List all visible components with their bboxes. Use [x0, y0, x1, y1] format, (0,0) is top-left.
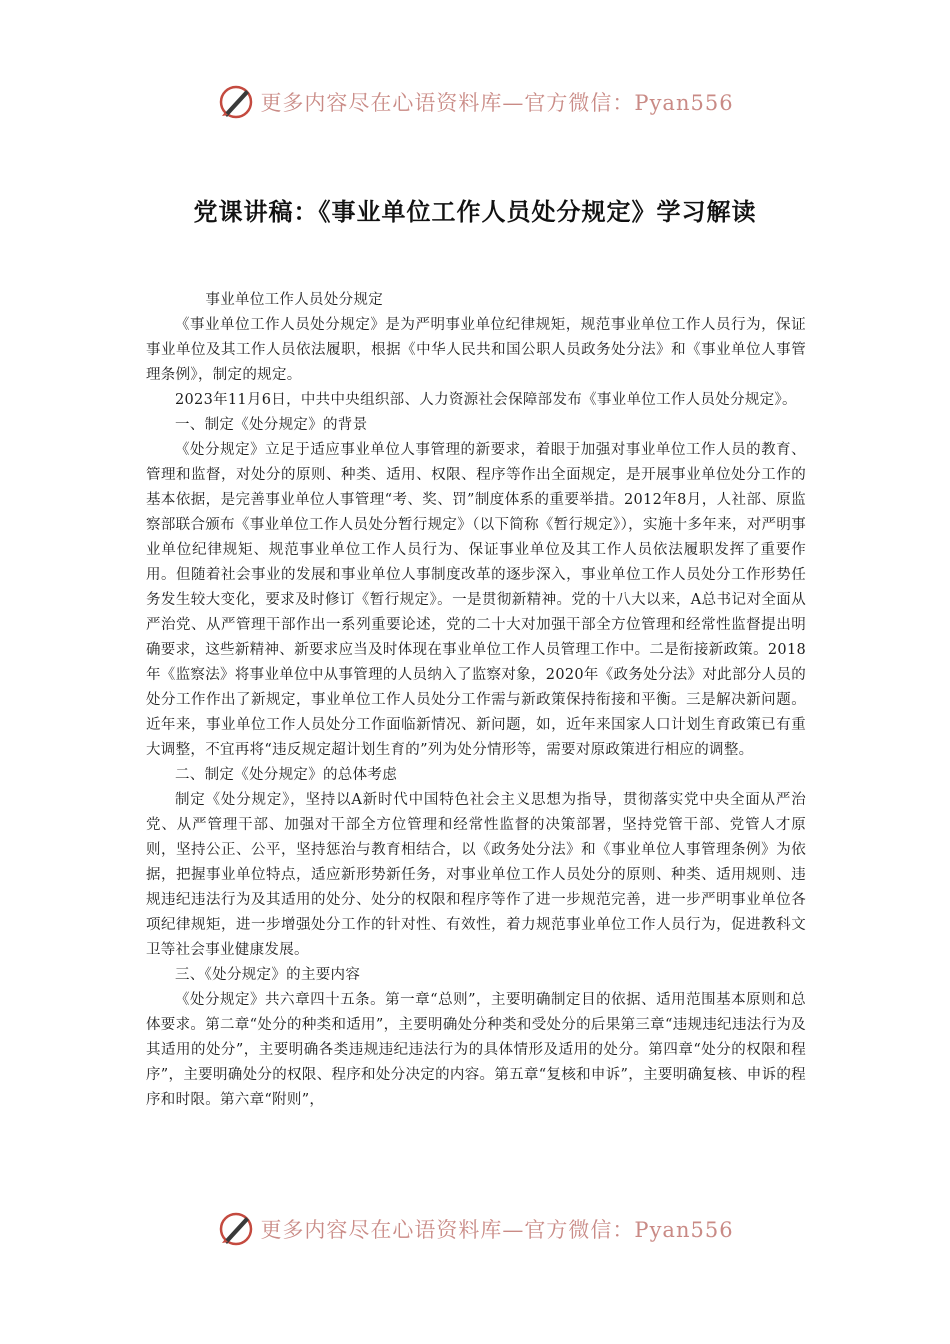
paragraph: 制定《处分规定》，坚持以A新时代中国特色社会主义思想为指导，贯彻落实党中央全面从严治党、从严管理干部、加强对干部全方位管理和经常性监督的决策部署，坚持党管干部、党管人才原则，坚持公正、公平，坚持惩治与教育相结合，以《政务处分法》和《事业单位人事管理条例》为依据，把握事业单位特点，适应新形势新任务，对事业单位工作人员处分的原则、种类、适用规则、违规违纪违法行为及其适用的处分、处分的权限和程序等作了进一步规范完善，进一步严明事业单位各项纪律规矩，进一步增强处分工作的针对性、有效性，着力规范事业单位工作人员行为，促进教科文卫等社会事业健康发展。: [146, 792, 806, 958]
paragraph: 2023年11月6日，中共中央组织部、人力资源社会保障部发布《事业单位工作人员处分规定》。: [175, 392, 797, 408]
section-heading: 一、制定《处分规定》的背景: [175, 417, 368, 433]
document-body: [146, 288, 806, 1113]
section-heading: 二、制定《处分规定》的总体考虑: [175, 767, 397, 783]
section-heading: 三、《处分规定》的主要内容: [175, 967, 361, 983]
paragraph: 事业单位工作人员处分规定: [205, 292, 384, 308]
watermark-text: 更多内容尽在心语资料库—官方微信：Pyan556: [260, 1218, 734, 1242]
paragraph: 《处分规定》共六章四十五条。第一章“总则”，主要明确制定目的依据、适用范围基本原则和总体要求。第二章“处分的种类和适用”，主要明确处分种类和受处分的后果第三章“违规违纪违法行为及其适用的处分”，主要明确各类违规违纪违法行为的具体情形及适用的处分。第四章“处分的权限和程序”，主要明确处分的权限、程序和处分决定的内容。第五章“复核和申诉”，主要明确复核、申诉的程序和时限。第六章“附则”，: [146, 992, 806, 1108]
watermark-banner-bottom: [0, 1205, 950, 1253]
document-title: 党课讲稿：《事业单位工作人员处分规定》学习解读: [193, 198, 757, 227]
watermark-banner-top: [0, 78, 950, 126]
paragraph: 《事业单位工作人员处分规定》是为严明事业单位纪律规矩，规范事业单位工作人员行为，保证事业单位及其工作人员依法履职，根据《中华人民共和国公职人员政务处分法》和《事业单位人事管理条例》，制定的规定。: [146, 317, 806, 383]
paragraph: 《处分规定》立足于适应事业单位人事管理的新要求，着眼于加强对事业单位工作人员的教育、管理和监督，对处分的原则、种类、适用、权限、程序等作出全面规定，是开展事业单位处分工作的基本依据，是完善事业单位人事管理“考、奖、罚”制度体系的重要举措。2012年8月，人社部、原监察部联合颁布《事业单位工作人员处分暂行规定》（以下简称《暂行规定》），实施十多年来，对严明事业单位纪律规矩、规范事业单位工作人员行为、保证事业单位及其工作人员依法履职发挥了重要作用。但随着社会事业的发展和事业单位人事制度改革的逐步深入，事业单位工作人员处分工作形势任务发生较大变化，要求及时修订《暂行规定》。一是贯彻新精神。党的十八大以来，A总书记对全面从严治党、从严管理干部作出一系列重要论述，党的二十大对加强干部全方位管理和经常性监督提出明确要求，这些新精神、新要求应当及时体现在事业单位工作人员管理工作中。二是衔接新政策。2018年《监察法》将事业单位中从事管理的人员纳入了监察对象，2020年《政务处分法》对此部分人员的处分工作作出了新规定，事业单位工作人员处分工作需与新政策保持衔接和平衡。三是解决新问题。近年来，事业单位工作人员处分工作面临新情况、新问题，如，近年来国家人口计划生育政策已有重大调整，不宜再将“违反规定超计划生育的”列为处分情形等，需要对原政策进行相应的调整。: [146, 442, 806, 758]
pen-logo-icon: [216, 82, 256, 122]
watermark-text: 更多内容尽在心语资料库—官方微信：Pyan556: [260, 91, 734, 115]
pen-logo-icon: [216, 1209, 256, 1249]
